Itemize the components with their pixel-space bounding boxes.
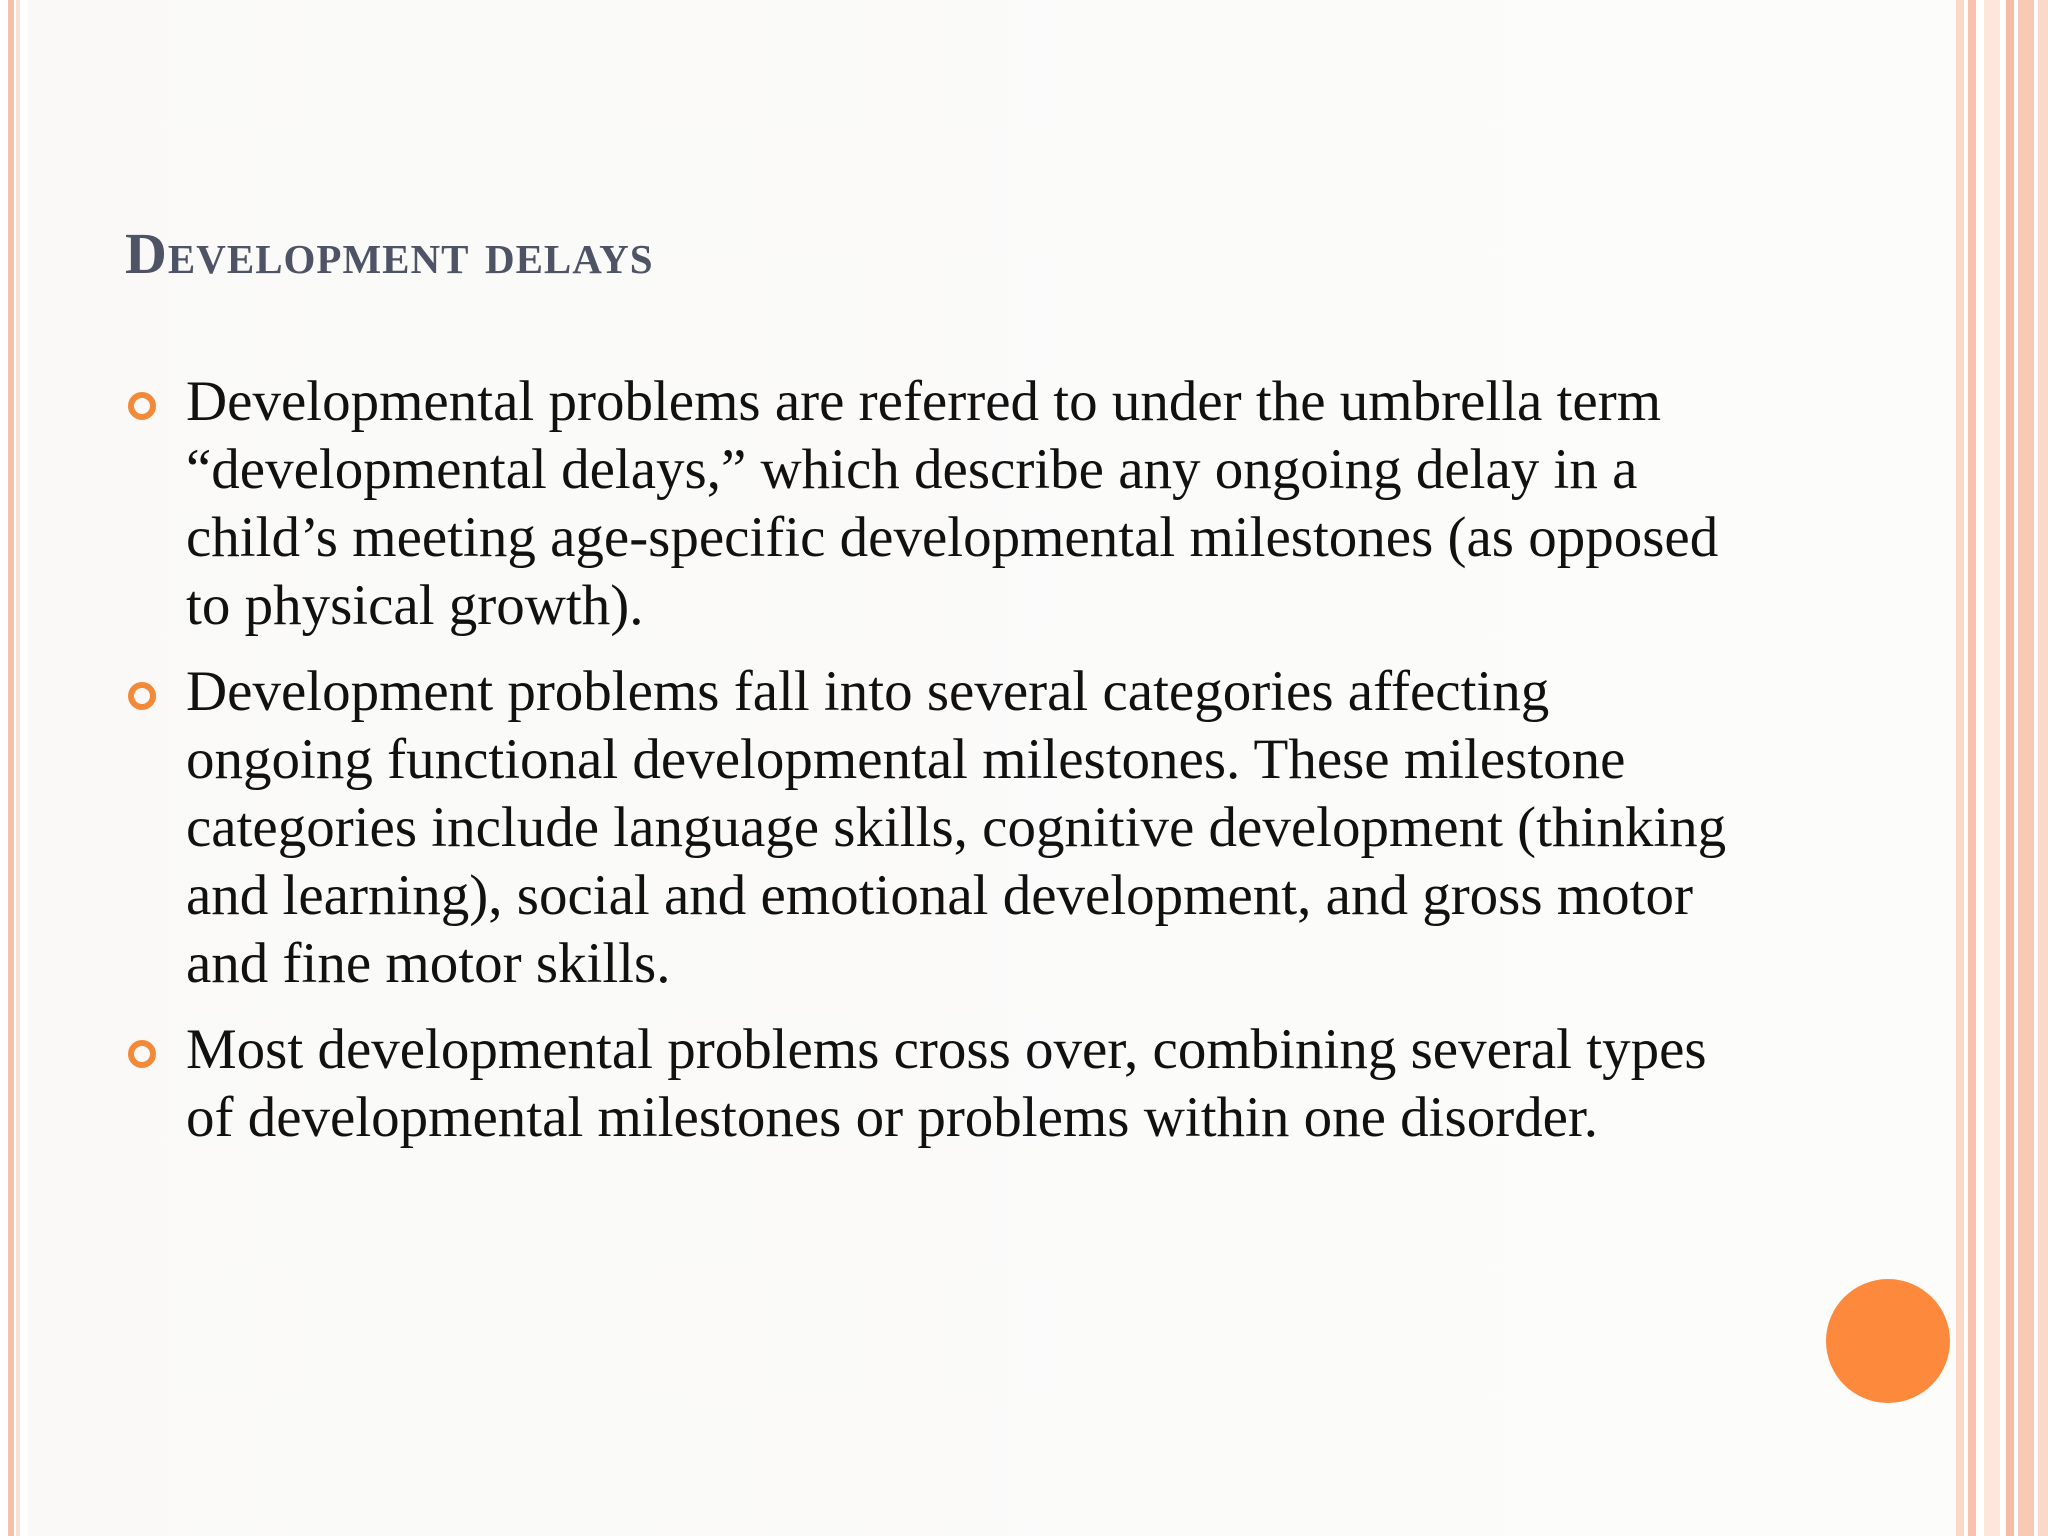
bullet-text: Development problems fall into several categories affecting ongoing functional developmental milestones. These milestone categories include language skills, cognitive development (thinking and learning), social and emotional development, and gross motor and fine motor skills.	[186, 660, 1727, 995]
bullet-text: Most developmental problems cross over, combining several types of developmental milestones or problems within one disorder.	[186, 1018, 1707, 1149]
bullet-list	[124, 368, 1744, 1170]
border-stripe	[1956, 0, 1964, 1536]
border-stripe	[2038, 0, 2048, 1536]
bullet-item	[124, 658, 1744, 998]
hollow-circle-icon	[128, 1040, 156, 1068]
orange-circle-decoration	[1826, 1279, 1950, 1403]
left-border-decoration	[0, 0, 28, 1536]
hollow-circle-icon	[128, 682, 156, 710]
bullet-item	[124, 368, 1744, 640]
border-stripe	[2006, 0, 2014, 1536]
bullet-text: Developmental problems are referred to under the umbrella term “developmental delays,” which describe any ongoing delay in a child’s meeting age-specific developmental milestones (as opposed to physical growth).	[186, 370, 1719, 637]
slide-title: Development delays	[125, 221, 654, 286]
bullet-item	[124, 1016, 1744, 1152]
hollow-circle-icon	[128, 392, 156, 420]
right-border-decoration	[1956, 0, 2048, 1536]
border-stripe	[2018, 0, 2034, 1536]
border-stripe	[1968, 0, 1976, 1536]
border-stripe	[1984, 0, 2000, 1536]
